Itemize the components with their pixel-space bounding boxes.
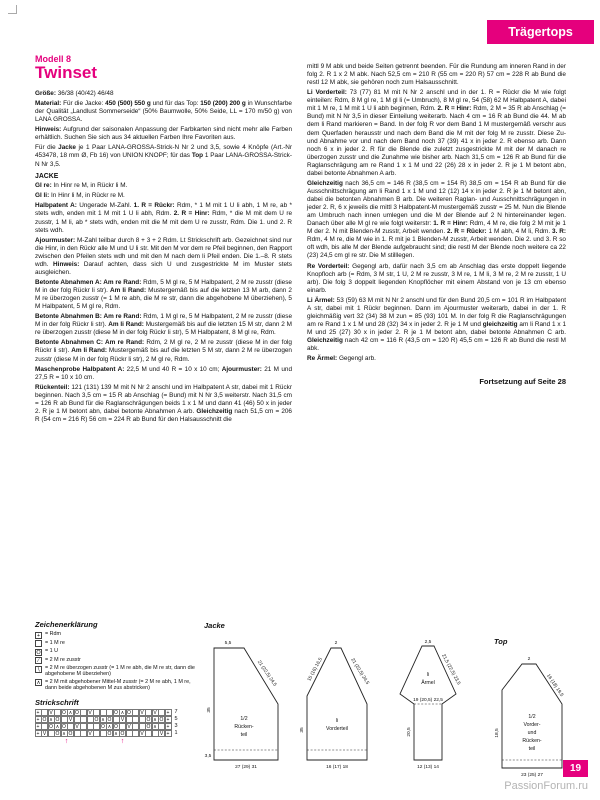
section-tab: Trägertops bbox=[487, 20, 594, 44]
paragraph: Maschenprobe Halbpatent A: 22,5 M und 40 R = 10 x 10 cm; Ajourmuster: 21 M und 27,5 R = 10 x 10 cm. bbox=[35, 365, 292, 381]
measurement-label: 35 bbox=[207, 707, 212, 713]
crop-mark bbox=[16, 5, 17, 14]
paragraph: Halbpatent A: Ungerade M-Zahl. 1. R = Rückr: Rdm, * 1 M mit 1 U li abh, 1 M re, ab * stets wdh, enden mit 1 M mit 1 U li abh, Rdm. 2. R = Hinr: Rdm, * die M mit dem U re zusstr, 1 M li, ab * stets wdh, enden mit die M mit dem U re zusstr, Rdm. Die 1. und 2. R stets wdh. bbox=[35, 202, 293, 234]
right-column-text bbox=[307, 63, 566, 363]
measurement-label: 27 (29) 31 bbox=[235, 765, 257, 770]
symbol-icon: + bbox=[36, 632, 41, 639]
watermark: PassionForum.ru bbox=[504, 780, 588, 792]
measurement-label: 19 (20,5) 22,5 bbox=[413, 698, 443, 703]
chart-row: + O ∧ O V O ∧ O V O ∧ + 3 bbox=[35, 723, 187, 730]
measurement-label: 23 (25) 27 bbox=[521, 773, 543, 778]
legend-item-text: = 2 M re überzogen zusstr (= 1 M re abh, die M re str, dann die abgehobene M überziehen) bbox=[45, 665, 195, 678]
symbol-icon: ∧ bbox=[36, 680, 41, 687]
measurement-label: 16 (17) 18 bbox=[326, 765, 348, 770]
jacke-schematics bbox=[204, 621, 476, 772]
schematic-name: und bbox=[527, 730, 537, 736]
continuation-note: Fortsetzung auf Seite 28 bbox=[479, 377, 566, 387]
section-heading: JACKE bbox=[35, 172, 59, 180]
chart-grid bbox=[35, 709, 187, 746]
legend-item-text: = Rdm bbox=[45, 631, 62, 637]
schematic-name: 1/2 bbox=[528, 714, 536, 720]
measurement-label: 15 (16) 16,5 bbox=[307, 657, 324, 683]
schematic-name: Ärmel bbox=[421, 680, 435, 686]
legend-item-text: = 1 U bbox=[45, 648, 59, 654]
chart-row: + V O ∧ O V O ∧ O V V + 7 bbox=[35, 709, 187, 716]
measurement-label: 21 (22,5) 24,5 bbox=[255, 659, 277, 688]
symbol-icon: ∕ bbox=[35, 657, 42, 664]
paragraph: Größe: 36/38 (40/42) 46/48 bbox=[35, 90, 114, 97]
schematic-name: 1/2 bbox=[240, 716, 248, 722]
paragraph: Betonte Abnahmen A: Am re Rand: Rdm, 5 M gl re, 5 M Halbpatent, 2 M re zusstr (diese M in der folg Rückr li str). Am li Rand: Mustergemäß bis auf die letzten 13 M arb, dann 2 M re überzogen zusstr (= 1 M re abh, die M re str, dann die abgehobene M überziehen), 5 M Halbpatent, 5 M gl re, Rdm. bbox=[35, 278, 292, 311]
measurement-label: 2,5 bbox=[424, 640, 432, 645]
page-title: Twinset bbox=[35, 63, 98, 82]
symbol-icon bbox=[35, 640, 42, 647]
symbol-icon: ∖ bbox=[36, 666, 41, 673]
measurement-label: 12 (13) 14 bbox=[417, 765, 439, 770]
measurement-label: 21 (22,5) 24,5 bbox=[349, 657, 370, 686]
paragraph: Material: Für die Jacke: 450 (500) 550 g und für das Top: 150 (200) 200 g in Wunschfarbe der Qualität „Landlust Sommerseide“ (50% Baumwolle, 50% Seide, LL = 170 m/50 g) von LANA GROSSA. bbox=[35, 100, 292, 124]
chart-row: + V O ∧ O V O ∧ O V V + 1 bbox=[35, 730, 187, 737]
paragraph: Rückenteil: 121 (131) 139 M mit N Nr 2 anschl und im Halbpatent A str, dabei mit 1 Rückr beginnen. Nach 3,5 cm = 15 R ab Anschlag (= Bund) mit N Nr 3,5 weiterstr. Nach 31,5 cm = 126 R ab Bund für die Raglanschrägungen beids 1 x 1 M und dann 41 (46) 50 x in jeder 2. R je 1 M betont abn, dabei betonte Abnahmen A arb. Gleichzeitig nach 51,5 cm = 206 R (54 cm = 216 R) 56 cm = 224 R ab Bund für den Halsausschnitt die bbox=[35, 383, 292, 423]
measurement-label: 2 bbox=[334, 641, 338, 646]
schematic-name: teil bbox=[240, 732, 248, 738]
schematic-name: Vorder- bbox=[523, 722, 541, 728]
legend-item-text: = 2 M mit abgehobener Mittel-M zusstr (= 2 M re abh, 1 M re, dann beide abgehobenen M zus abstricken) bbox=[45, 678, 191, 692]
paragraph: Ajourmuster: M-Zahl teilbar durch 8 + 3 + 2 Rdm. Lt Strickschrift arb. Gezeichnet sind nur die Hinr, in den Rückr alle M und U li str. Mit den M vor dem re Pfeil beginnen, den Rapport zwischen den Pfeilen stets wdh und mit den M nach dem li Pfeil enden. Die 1.–8. R stets wdh. Hinweis: Darauf achten, dass sich U und zusgestrickte M im Muster stets ausgleichen. bbox=[35, 236, 292, 276]
paragraph: Li Ärmel: 53 (59) 63 M mit N Nr 2 anschl und für den Bund 20,5 cm = 101 R im Halbpatent A str, dabei mit 1 Rückr beginnen. Dann im Ajourmuster weiterarb, dabei in der 1. R gleichmäßig vert 32 (34) 38 M zun = 85 (93) 101 M. In der folg R die Raglanschrägungen am re Rand 1 x 1 M und 28 (32) 34 x in jeder 2. R je 1 M und gleichzeitig am li Rand 1 x 1 M und 25 (27) 30 x in jeder 2. R je 1 M betont abn, dabei betonte Abnahmen C arb. Gleichzeitig nach 42 cm = 116 R (43,5 cm = 120 R) 45,5 cm = 126 R ab Bund die restl M abk. bbox=[307, 296, 566, 353]
model-label: Modell 8 bbox=[35, 54, 72, 64]
legend bbox=[35, 620, 203, 693]
schematic-back bbox=[204, 632, 288, 772]
jacke-schematics-label: Jacke bbox=[204, 621, 225, 630]
symbol-icon: O bbox=[36, 649, 41, 656]
legend-item bbox=[35, 665, 203, 678]
paragraph: Hinweis: Aufgrund der saisonalen Anpassung der Farbkarten sind nicht mehr alle Farben erhältlich. Suchen Sie sich aus 34 aktuellen Farben Ihre Favoriten aus. bbox=[35, 126, 292, 142]
legend-item bbox=[35, 657, 203, 665]
chart-repeat-arrows: ↑ ↑ bbox=[64, 738, 125, 745]
schematic-sleeve bbox=[386, 632, 470, 772]
paragraph: Gl li: In Hinr li M, in Rückr re M. bbox=[35, 192, 125, 200]
schematic-name: Rücken- bbox=[234, 724, 254, 730]
chart-row-number: 5 bbox=[174, 716, 178, 722]
paragraph: mittl 9 M abk und beide Seiten getrennt beenden. Für die Rundung am inneren Rand in der folg 2. R 1 x 2 M abk. Nach 52,5 cm = 210 R (55 cm = 220 R) 57 cm = 228 R ab Bund die restl 12 M abk, sie gehören noch zum Halsausschnitt. bbox=[307, 63, 566, 87]
legend-item bbox=[35, 648, 203, 656]
chart-title: Strickschrift bbox=[35, 698, 79, 707]
chart-row: + O ∧ O V O ∧ O V O ∧ O + 5 bbox=[35, 716, 187, 723]
schematic-name: li bbox=[335, 718, 339, 724]
legend-title: Zeichenerklärung bbox=[35, 620, 98, 629]
measurement-label: 2 bbox=[527, 657, 531, 662]
page-number: 19 bbox=[563, 760, 588, 777]
schematic-name: li bbox=[426, 672, 430, 678]
chart-row-number: 3 bbox=[174, 723, 178, 729]
paragraph: Betonte Abnahmen C: Am re Rand: Rdm, 2 M gl re, 2 M re zusstr (diese M in der folg Rückr li str). Am li Rand: Mustergemäß bis auf die letzten 5 M str, dann 2 M re überzogen zusstr (diese M in der folg Rückr li str), 2 M gl re, Rdm. bbox=[35, 339, 292, 363]
paragraph: Gleichzeitig nach 36,5 cm = 146 R (38,5 cm = 154 R) 38,5 cm = 154 R ab Bund für die Ausschnittschrägung am li Rand 1 x 1 M und 12 (12) 14 x in jeder 2. R je 1 M betont abn, dabei die betonten Abnahmen B arb. Die weiteren Raglan- und Ausschnittschrägungen in jeder 2. R, 6 x jeweils die mittl 3 Halbpatent-M mustergemäß zusstr = 25 M. Nun die Blende am Umbruch nach innen umlegen und die M der Blende auf 2 N hintereinander legen. Danach über alle M gl re wie folgt weiterstr: 1. R = Hinr: Rdm, 4 M re, die folg 2 M mit je 1 M der 2. N mit Blenden-M zusstr, Arbeit wenden. 2. R = Rückr: 1 M abh, 4 M li, Rdm. 3. R: Rdm, 4 M re, die M wie in 1. R mit je 1 Blenden-M zusstr, Arbeit wenden. Die 2. und 3. R so oft wdh, bis alle M der Blende aufgebraucht sind; die restl M der Blende noch weitere ca 22 (23) 24,5 cm gl re str. Die M stilllegen. bbox=[307, 179, 566, 260]
knitting-chart bbox=[35, 698, 187, 746]
schematic-name: Vorderteil bbox=[326, 726, 348, 732]
paragraph: Li Vorderteil: 73 (77) 81 M mit N Nr 2 anschl und in der 1. R = Rückr die M wie folgt einteilen: Rdm, 8 M gl re, 1 M gl li (= Umbruch), 8 M gl re, 54 (58) 62 M Halbpatent A, dabei mit 1 M re, 1 M mit 1 U li abh beginnen, Rdm. 2. R = Hinr: Rdm, 2 M = 35 R ab Anschlag (= Bund) mit N Nr 3,5 in dieser Einteilung weiterarb. Nach 4 cm = 16 R ab Bund die 44. M ab dem li Rand markieren = Band. In der folg R vor dem Band 1 M mustergemäß verschr aus dem Querfaden herausstr und nach dem Band die M mit der folg M re zusstr. Diese Zu- und Abnahme vor und nach dem Band noch 37 (39) 41 x in jeder 2. R ebenso arb. Dann noch 6 x in jeder 2. R für die Blende die zuletzt zusgestrickte M mit der M danach re überzogen zusstr und die Zunahme wie bisher arb. Nach 31,5 cm = 126 R ab Bund für die Raglanschrägung am re Rand 1 x 1 M und 22 (26) 28 x in jeder 2. R je 1 M betont abn, dabei betonte Abnahmen A arb. bbox=[307, 89, 567, 177]
paragraph: Re Vorderteil: Gegengl arb, dafür nach 3,5 cm ab Anschlag das erste doppelt liegende Knopfloch arb (= Rdm, 3 M str, 1 U, 2 M re zusstr, 3 M re, 1 M li, 3 M re, 2 M re zusstr, 1 U arb). Die folg 3 doppelt liegenden Knopflöcher mit einem Abstand von je 13 cm ebenso einarb. bbox=[307, 262, 566, 294]
chart-row-number: 1 bbox=[174, 730, 178, 736]
measurement-label: 35 bbox=[300, 727, 305, 733]
left-column bbox=[35, 90, 292, 426]
paragraph: Re Ärmel: Gegengl arb. bbox=[307, 355, 376, 363]
top-schematics bbox=[494, 637, 572, 778]
measurement-label: 5,5 bbox=[224, 641, 232, 646]
legend-item-text: = 1 M re bbox=[45, 639, 65, 646]
chart-row-number: 7 bbox=[174, 709, 178, 715]
measurement-label: 3,5 bbox=[204, 754, 212, 759]
schematic-name: teil bbox=[528, 746, 536, 752]
schematic-name: Rücken- bbox=[522, 738, 542, 744]
legend-item bbox=[35, 679, 203, 692]
measurement-label: 20,5 bbox=[407, 727, 412, 737]
paragraph: Für die Jacke je 1 Paar LANA-GROSSA-Strick-N Nr 2 und 3,5, sowie 4 Knöpfe (Art.-Nr 453478, 18 mm Ø, Fb 16) von UNION KNOPF; für das Top 1 Paar LANA-GROSSA-Strick-N Nr 3,5. bbox=[35, 144, 293, 168]
paragraph: Gl re: In Hinr re M, in Rückr li M. bbox=[35, 182, 128, 190]
measurement-label: 16 (18) 19,5 bbox=[545, 673, 564, 698]
measurement-label: 21,5 (22,5) 23,5 bbox=[440, 653, 461, 686]
top-schematics-label: Top bbox=[494, 637, 508, 646]
schematic-top-piece bbox=[494, 648, 570, 778]
measurement-label: 18,5 bbox=[495, 728, 500, 738]
legend-item-text: = 2 M re zusstr bbox=[45, 656, 81, 663]
legend-items bbox=[35, 631, 203, 692]
schematic-front bbox=[295, 632, 379, 772]
legend-item bbox=[35, 631, 203, 639]
right-column bbox=[307, 63, 566, 386]
legend-item bbox=[35, 640, 203, 648]
paragraph: Betonte Abnahmen B: Am re Rand: Rdm, 1 M gl re, 5 M Halbpatent, 2 M re zusstr (diese M in der folg Rückr li str). Am li Rand: Mustergemäß bis auf die letzten 15 M str, dann 2 M re überzogen zusstr (diese M in der folg Rückr li str), 5 M Halbpatent, 8 M gl re, Rdm. bbox=[35, 313, 292, 337]
